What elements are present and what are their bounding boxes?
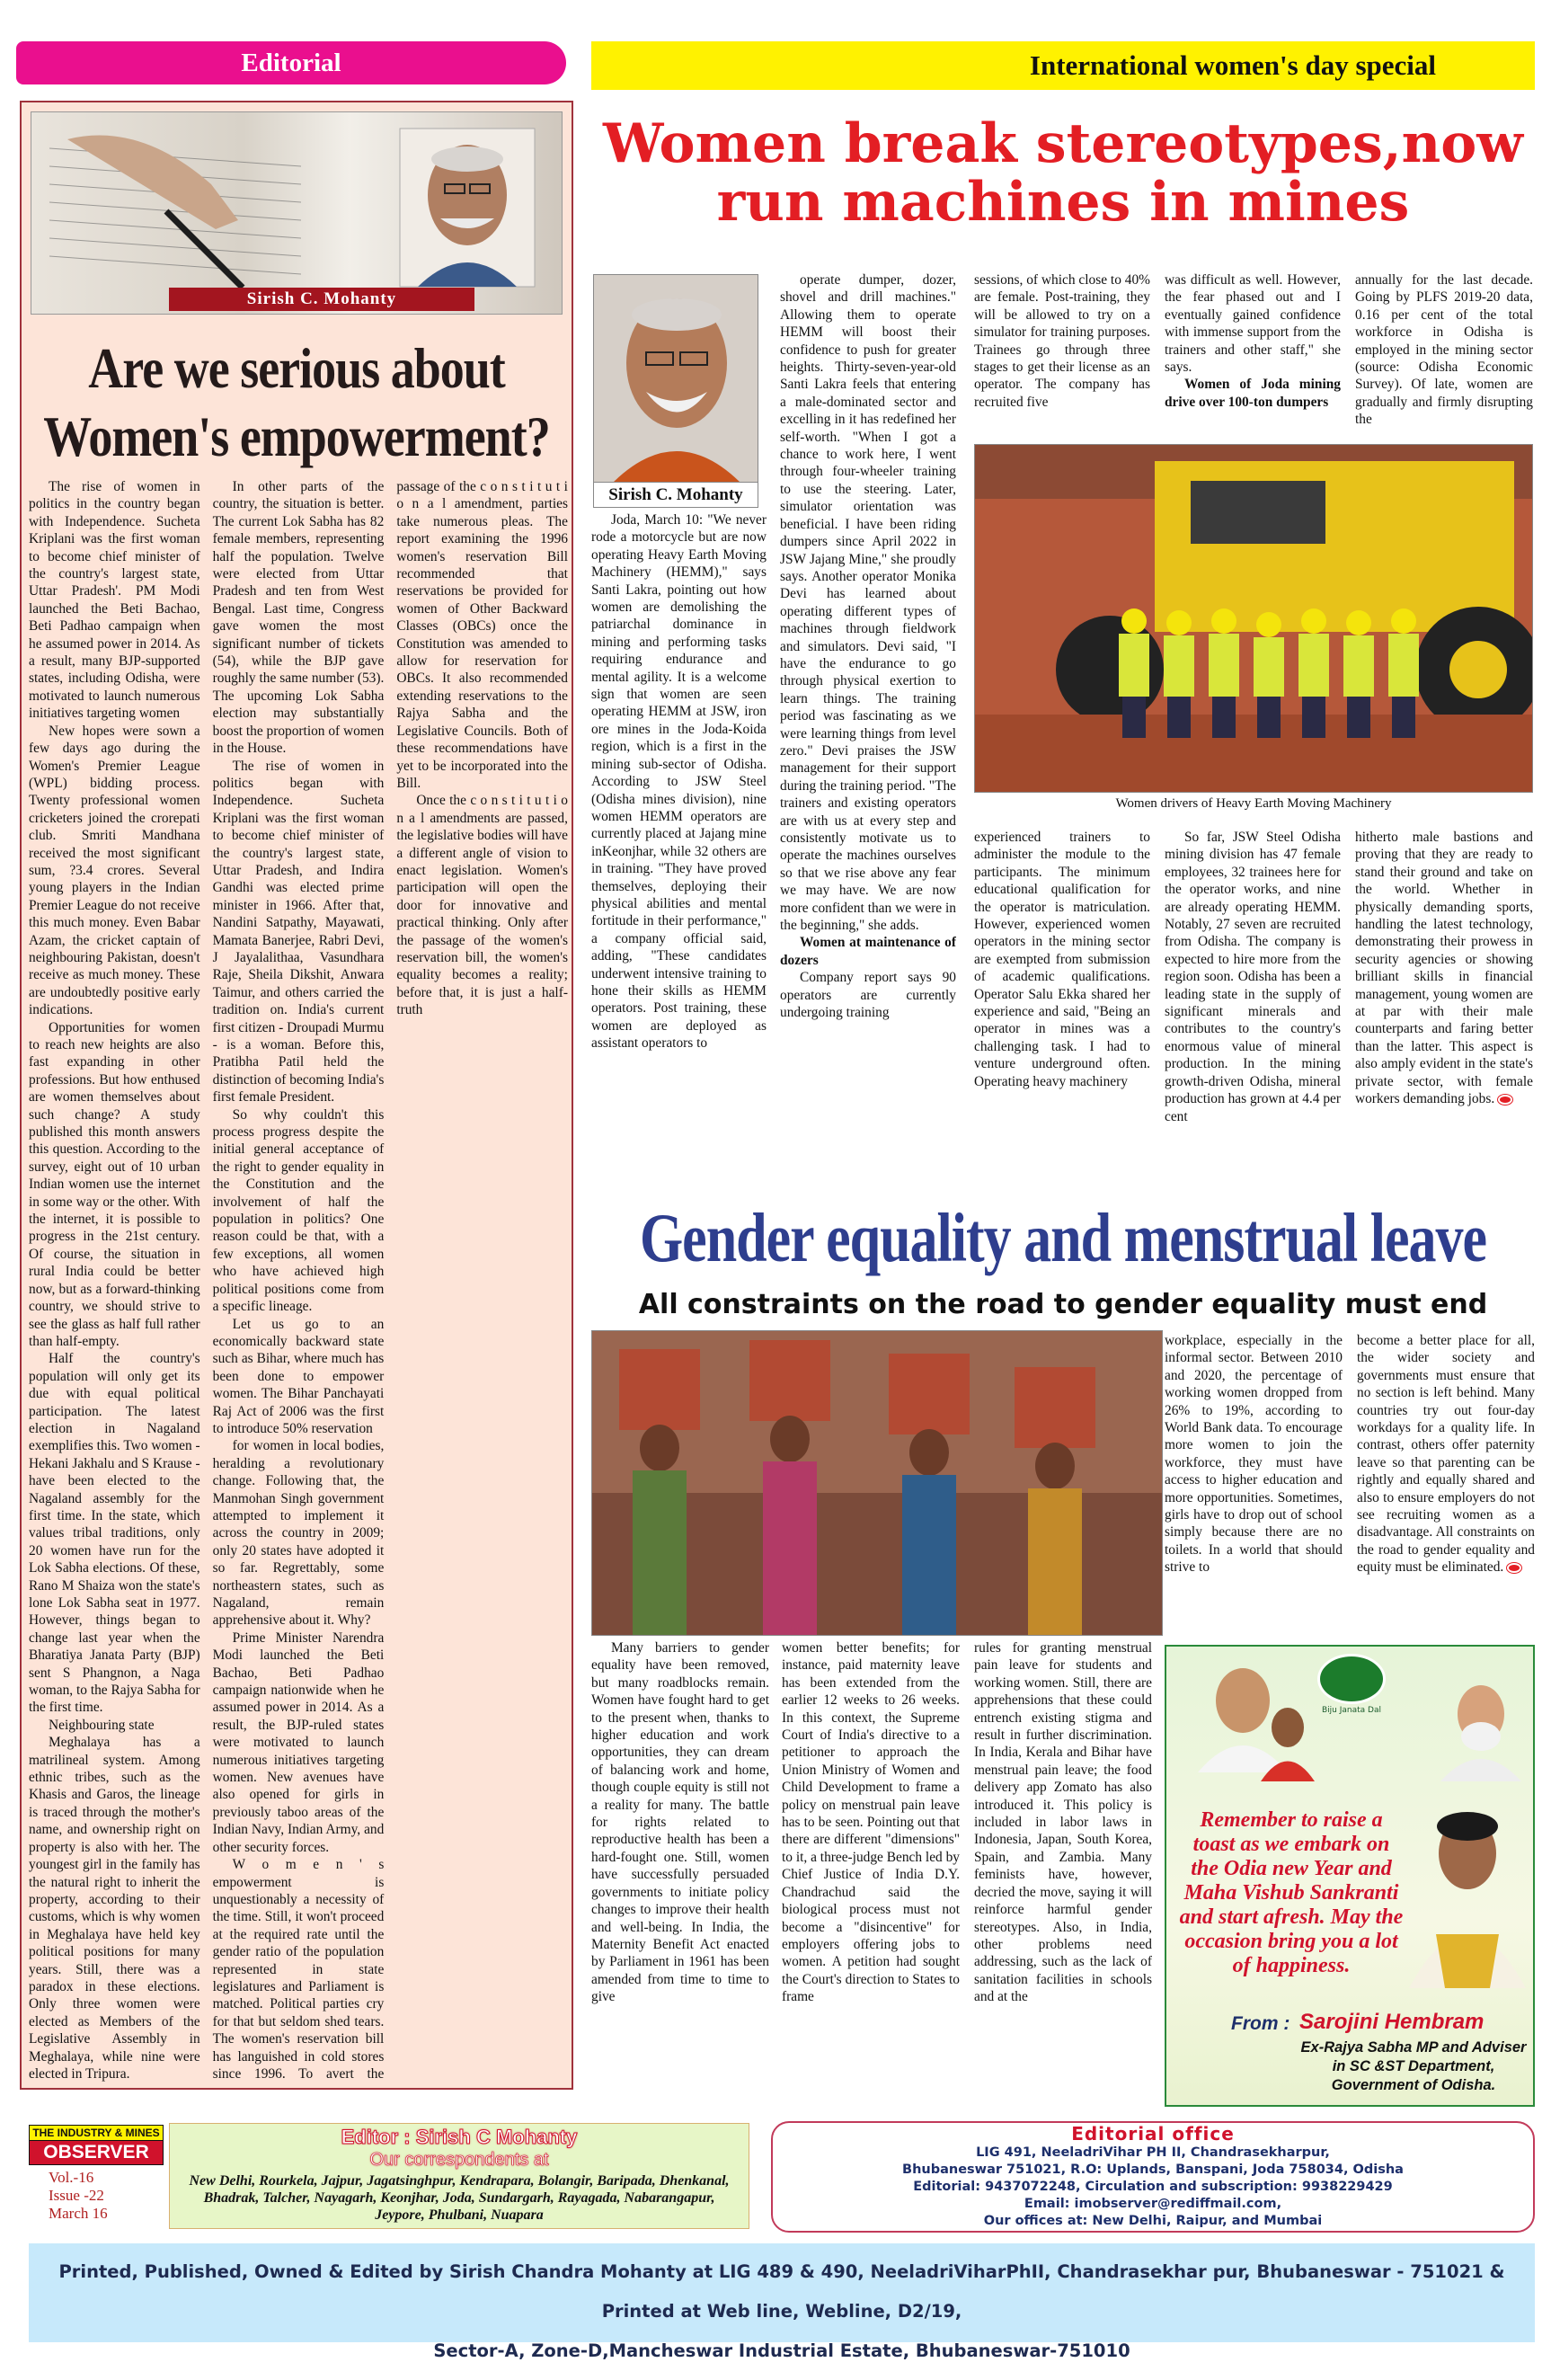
editorial-box (20, 101, 573, 2090)
masthead-line-2: OBSERVER (29, 2141, 164, 2165)
mines-col-4-top (1165, 271, 1341, 442)
office-locations: Our offices at: New Delhi, Raipur, and Mumbai (983, 2214, 1323, 2228)
editorial-paragraph: W o m e n ' s empowerment is unquestionably a necessity of the time. Still, it won't proceed at the required rate until the gender ratio of the population represented in state legislatures and Parliament is matched. Political parties cry for that but seldom shed tears. The women's reservation bill has languished in cold stores since 1996. To avert the passage of the c o n s t i t u t i o n a l amendment, parties take numerous pleas. The report examining the 1996 women's reservation Bill recommended that reservations be provided for women of Other Backward Classes (OBCs) once the Constitution was amended to allow for reservation for OBCs. It also recommended extending reservations to the Rajya Sabha and the Legislative Councils. Both of these recommendations have yet to be incorporated into the Bill. (212, 479, 568, 2082)
gender-paragraph-text: become a better place for all, the wider society and governments must ensure that no section is left behind. Many countries try out four-day workdays for a quality life. In contrast, others offer paternity leave so that parenting can be rightly and equally shared and also to ensure employers do not see recruiting women as a disadvantage. All constraints on the road to gender equality and equity must be eliminated. (1357, 1333, 1535, 1576)
editor-name: Editor : Sirish C Mohanty (341, 2126, 578, 2148)
gender-col-2 (782, 1639, 960, 2110)
issue-date: March 16 (49, 2205, 108, 2222)
mines-subhead: Women of Joda mining drive over 100-ton dumpers (1165, 377, 1341, 410)
special-section-label: International women's day special (591, 41, 1535, 90)
gender-paragraph: Many barriers to gender equality have been removed, but many roadblocks remain. Women have fought hard to get to the present when, thanks to higher education and work opportunities, they can dream of balancing work and home, though couple equity is still not a reality for many. The battle for rights related to reproductive health has been a hard-fought one. Still, women have successfully persuaded governments to initiate policy changes to improve their health and well-being. In India, the Maternity Benefit Act enacted by Parliament in 1961 has been amended from time to time to give (591, 1640, 769, 2005)
mines-headline-line-1: Women break stereotypes,now (603, 112, 1523, 175)
headline-line-1: Are we serious about (88, 336, 505, 401)
editorial-body (29, 478, 568, 2087)
from-label: From : (1231, 2013, 1290, 2034)
office-email: Email: imobserver@rediffmail.com, (1024, 2197, 1282, 2211)
mines-paragraph: annually for the last decade. Going by PLFS 2019-20 data, 0.16 per cent of the total workforce in Odisha is employed in the mining sector (source: Odisha Economic Survey). Of late, women are gradually and firmly disrupting the (1355, 272, 1533, 428)
issue-number: Issue -22 (49, 2187, 104, 2204)
office-address-2: Bhubaneswar 751021, R.O: Uplands, Banspani, Joda 758034, Odisha (902, 2162, 1404, 2177)
editorial-paragraph: for women in local bodies, heralding a revolutionary change. Following that, the Manmohan Singh government attempted to implement it across the country in 2009; only 20 states have adopted it so far. Regrettably, some northeastern states, such as Nagaland, remain apprehensive about it. Why? (212, 1438, 385, 1629)
mines-paragraph: was difficult as well. However, the fear phased out and I eventually gained confidence with immense support from the trainers and other staff," she says. (1165, 272, 1341, 376)
imprint-footer (29, 2243, 1535, 2361)
leader-photo-right (1436, 1674, 1526, 1781)
office-phones: Editorial: 9437072248, Circulation and subscription: 9938229429 (913, 2180, 1393, 2194)
mines-col-2 (780, 271, 956, 1194)
leader-photo-middle (1261, 1701, 1315, 1781)
gender-right-col-1 (1165, 1332, 1343, 1630)
editorial-paragraph: Prime Minister Narendra Modi launched the Beti Bachao, Beti Padhao campaign nationwide when he assumed power in 2014. As a result, the BJP-ruled states were motivated to launch numerous initiatives targeting women. New avenues have also opened for girls in previously taboo areas of the Indian Navy, Indian Army, and other security forces. (212, 1630, 385, 1855)
volume-number: Vol.-16 (49, 2169, 94, 2186)
imprint-line-2: Sector-A, Zone-D,Mancheswar Industrial Estate, Bhubaneswar-751010 (433, 2340, 1130, 2361)
editorial-office-box (771, 2121, 1535, 2233)
greeting-message: Remember to raise a toast as we embark on the Odia new Year and Maha Vishub Sankranti and start afresh. May the occasion bring you a lot of happiness. (1179, 1808, 1404, 1977)
gender-col-3 (974, 1639, 1152, 2110)
sender-portrait-icon (1400, 1799, 1535, 1988)
gender-subhead: All constraints on the road to gender equality must end (638, 1289, 1488, 1320)
mines-headline (591, 112, 1535, 234)
correspondent-places: New Delhi, Rourkela, Jajpur, Jagatsinghpur, Kendrapara, Bolangir, Baripada, Dhenkanal, Bhadrak, Talcher, Nayagarh, Keonjhar, Joda, Sundargarh, Rayagada, Nabarangapur, Jeypore, Phulbani, Nuapara (189, 2173, 730, 2223)
mines-subhead: Women at maintenance of dozers (780, 935, 956, 968)
mines-paragraph: Company report says 90 operators are currently undergoing training (780, 970, 956, 1021)
masthead-box (29, 2125, 164, 2231)
mines-col-1 (591, 511, 767, 1194)
leader-portrait-icon (1261, 1701, 1315, 1781)
editorial-paragraph: New hopes were sown a few days ago during the Women's Premier League (WPL) bidding process. Twenty professional women cricketers joined the crorepati club. Smriti Mandhana received the most significant sum, ?3.4 crores. Several young players in the Indian Premier League do not receive this much money. Even Babar Azam, the cricket captain of neighbouring Pakistan, doesn't receive as much money. These are undoubtedly positive early indications. (29, 723, 200, 1018)
headline-line-2: Women's empowerment? (43, 404, 550, 469)
mining-workers-photo (974, 444, 1533, 793)
editorial-byline: Sirish C. Mohanty (169, 288, 474, 311)
author-photo (593, 274, 758, 483)
end-mark-icon (1507, 1563, 1521, 1573)
editorial-section-label: Editorial (16, 41, 566, 84)
mines-col-4-bottom (1165, 829, 1341, 1197)
editorial-paragraph: So why couldn't this process progress despite the initial general acceptance of the right to gender equality in the Constitution and the involvement of half the population in politics? One reason could be that, with a few exceptions, all women who have achieved high political positions come from a specific lineage. (212, 1106, 385, 1315)
correspondents-label: Our correspondents at (369, 2150, 549, 2170)
mines-paragraph: operate dumper, dozer, shovel and drill machines." Allowing them to operate HEMM will boost their confidence to push for greater heights. Thirty-seven-year-old Santi Lakra feels that entering a male-dominated sector and excelling in it has redefined her self-worth. "When I got a chance to work here, I went through four-wheeler training to use the steering. Later, simulator orientation was beneficial. I have been riding dumpers since April 2022 in JSW Jajang Mine," she proudly says. Another operator Monika Devi has learned about operating different types of machines through fieldwork and simulators. Devi said, "I have the endurance to go through physical exertion to learn things. The training period was fascinating as we were learning things from level zero." Devi praises the JSW management for their support during the training period. "The trainers and existing operators are with us at every step and consistently motivate us to operate the machines ourselves so that we rise above any fear we may have. We are now more confident than we were in the beginning," she adds. (780, 272, 956, 934)
editorial-banner-photo (31, 111, 563, 315)
editorial-paragraph: In other parts of the country, the situation is better. The current Lok Sabha has 82 female members, representing half the population. Twelve were elected from Uttar Pradesh and ten from West Bengal. Last time, Congress gave women the most significant number of tickets (54), while the BJP gave roughly the same number (53). The upcoming Lok Sabha election may substantially boost the proportion of women in the House. (212, 479, 385, 757)
editorial-paragraph: Meghalaya has a matrilineal system. Among ethnic tribes, such as the Khasis and Garos, the lineage is traced through the mother's name, and ownership right on property is also with her. The youngest girl in the family has the natural right to inherit the property, according to their customs, which is why women in Meghalaya have held key political positions for many years. Still, there was a paradox in these elections. Only three women were elected as Members of the Legislative Assembly in Meghalaya, while nine were elected in Tripura. (29, 1735, 200, 2082)
author-photo-caption: Sirish C. Mohanty (593, 483, 758, 508)
editorial-paragraph: Half the country's population will only get its due with equal political participation. The latest election in Nagaland exemplifies this. Two women - Hekani Jakhalu and S Krause - have been elected to the Nagaland assembly for the first time. In the state, which values tribal traditions, only 20 women have run for the Lok Sabha elections. Of these, Rano M Shaiza won the state's lone Lok Sabha seat in 1977. However, things began to change last year when the Bharatiya Janata Party (BJP) sent S Phangnon, a Naga woman, to the Rajya Sabha for the first time. (29, 1351, 200, 1716)
gender-right-col-2 (1357, 1332, 1535, 1630)
editorial-paragraph: The rise of women in politics in the country began with Independence. Sucheta Kriplani was the first woman to become chief minister of the country's largest state, Uttar Pradesh'. PM Modi launched the Beti Bachao, Beti Padhao campaign when he assumed power in 2014. As a result, many BJP-supported states, including Odisha, were motivated to launch numerous initiatives targeting women (29, 479, 200, 722)
women-carrying-bricks-illustration (592, 1331, 1163, 1636)
gender-col-1 (591, 1639, 769, 2110)
office-title: Editorial office (1071, 2123, 1235, 2145)
imprint-line-1: Printed, Published, Owned & Edited by Sirish Chandra Mohanty at LIG 489 & 490, NeeladriViharPhII, Chandrasekhar pur, Bhubaneswar - 751021 & Printed at Web line, Webline, D2/19, (58, 2261, 1505, 2322)
mines-headline-line-2: run machines in mines (716, 170, 1410, 234)
mines-paragraph-text: hitherto male bastions and proving that they are ready to stand their ground and take on the world. Whether in physically demanding sports, handling the latest technology, demonstrating their prowess in security agencies or showing brilliant skills in financial management, young women are at par with their male counterparts and faring better than the latter. This aspect is also amply evident in the state's private sector, with female workers demanding jobs. (1355, 830, 1533, 1107)
mines-col-3-top (974, 271, 1150, 442)
editorial-paragraph: The rise of women in politics began with Independence. Sucheta Kriplani was the first woman to become chief minister of the country's largest state, Uttar Pradesh, and Indira Gandhi was elected prime minister in 1966. After that, Nandini Satpathy, Mayawati, Mamata Banerjee, Rabri Devi, J Jayalalithaa, Vasundhara Raje, Sheila Dikshit, Anwara Taimur, and others carried the tradition on. India's current first citizen - Droupadi Murmu - is a woman. Before this, Pratibha Patil held the distinction of becoming India's first female President. (212, 758, 385, 1106)
mines-paragraph (1355, 829, 1533, 1108)
editorial-paragraph: Once the c o n s t i t u t i o n a l amendments are passed, the legislative bodies will have a different angle of vision to enact legislation. Women's participation will open the door for innovative and practical thinking. Only after the passage of the women's reservation bill, the women's equality becomes a reality; before that, it is just a half-truth (396, 793, 568, 1018)
sender-designation: Ex-Rajya Sabha MP and Adviser in SC &ST Department, Government of Odisha. (1300, 2039, 1527, 2093)
editorial-headline (22, 334, 572, 471)
bjd-conch-logo (1317, 1654, 1386, 1704)
editorial-paragraph: Opportunities for women to reach new heights are also fast expanding in other professions. But how enthused are women themselves about such change? A study published this month answers this question. According to the survey, eight out of 10 urban Indian women use the internet in some way or the other. With the internet, it is possible to progress in the 21st century. Of course, the situation in rural India could be better now, but as a forward-thinking country, we should strive to see the glass as half full rather than half-empty. (29, 1019, 200, 1349)
gender-headline: Gender equality and menstrual leave (639, 1200, 1487, 1277)
sender-name: Sarojini Hembram (1299, 2010, 1485, 2034)
correspondents-box (169, 2123, 749, 2229)
bjd-party-label: Biju Janata Dal (1322, 1706, 1381, 1715)
brick-workers-photo (591, 1330, 1163, 1636)
editorial-paragraph: Let us go to an economically backward state such as Bihar, where much has been done to empower women. The Bihar Panchayati Raj Act of 2006 was the first to introduce 50% reservation (212, 1316, 385, 1436)
leader-portrait-icon (1436, 1674, 1526, 1781)
author-portrait-icon (594, 275, 758, 483)
mines-paragraph: experienced trainers to administer the module to the participants. The minimum educational qualification for the operator is matriculation. However, experienced women operators in the mining sector are exempted from submission of academic qualifications. Operator Salu Ekka shared her experience and said, "Being an operator in mines was a challenging task. I had to venture underground often. Operating heavy machinery (974, 830, 1150, 1089)
pen-writing-illustration (31, 112, 563, 315)
mines-col-3-bottom (974, 829, 1150, 1197)
masthead-line-1: THE INDUSTRY & MINES (29, 2125, 164, 2141)
mines-paragraph: Joda, March 10: "We never rode a motorcycle but are now operating Heavy Earth Moving Machinery (HEMM)," says Santi Lakra, pointing out how women are demolishing the patriarchal dominance in mining and performing tasks requiring endurance and mental agility. It is a welcome sign that women are seen operating HEMM at JSW, iron ore mines in the Joda-Koida region, which is a first in the mining sub-sector of Odisha. According to JSW Steel (Odisha mines division), nine women HEMM operators are currently placed at Jajang mine inKeonjhar, while 32 others are in training. "They have proved themselves, deploying their physical abilities and mental fortitude in their performance," a company official said, adding, "These candidates underwent intensive training to hone their skills as HEMM operators. Post training, these women are deployed as assistant operators to (591, 512, 767, 1052)
greeting-advertisement (1165, 1645, 1535, 2107)
mining-photo-caption: Women drivers of Heavy Earth Moving Machinery (1115, 796, 1392, 811)
mines-col-5-top (1355, 271, 1533, 442)
office-address-1: LIG 491, NeeladriVihar PH II, Chandrasekharpur, (976, 2145, 1330, 2160)
mines-col-5-bottom (1355, 829, 1533, 1197)
editorial-paragraph: Neighbouring state (49, 1717, 155, 1733)
gender-paragraph: women better benefits; for instance, paid maternity leave has been extended from the earlier 12 weeks to 26 weeks. In this context, the Supreme Court of India's directive to a petitioner to approach the Union Ministry of Women and Child Development to frame a policy on menstrual pain leave has to be seen. Pointing out that there are different "dimensions" to it, a three-judge Bench led by Chief Justice of India D.Y. Chandrachud said the biological process must not become a "disincentive" for employers offering jobs to women. A petition had sought the Court's direction to States to frame (782, 1640, 960, 2005)
end-mark-icon (1498, 1095, 1512, 1105)
gender-paragraph: rules for granting menstrual pain leave for students and working women. Still, there are apprehensions that these could entrench existing stigma and result in further discrimination. In India, Kerala and Bihar have menstrual pain leave; the food delivery app Zomato has also introduced it. This policy is included in labor laws in Indonesia, Japan, South Korea, Spain, and Zambia. Many feminists have, however, decried the move, saying it will reinforce harmful gender stereotypes. Also, in India, other problems need addressing, such as the lack of sanitation facilities in schools and at the (974, 1640, 1152, 2005)
gender-paragraph (1357, 1332, 1535, 1576)
gender-paragraph: workplace, especially in the informal sector. Between 2010 and 2020, the percentage of working women dropped from 26% to 19%, according to World Bank data. To encourage more women to join the workforce, they must have access to higher education and more opportunities. Sometimes, girls have to drop out of school simply because there are no toilets. In a world that should strive to (1165, 1333, 1343, 1576)
dumper-truck-illustration (975, 445, 1533, 793)
mines-paragraph: So far, JSW Steel Odisha mining division has 47 female employees, 32 trainees here for the operator works, and nine are already operating HEMM. Notably, 27 seven are recruited from Odisha. The company is expected to hire more from the region soon. Odisha has been a leading state in the supply of significant minerals and contributes to the country's enormous value of mineral production. In the mining growth-driven Odisha, mineral production has grown at 4.4 per cent (1165, 830, 1341, 1124)
mines-paragraph: sessions, of which close to 40% are female. Post-training, they will be allowed to try on a simulator for training purposes. Trainees go through three stages to get their license as an operator. The company has recruited five (974, 272, 1150, 410)
sender-photo (1400, 1799, 1535, 1988)
